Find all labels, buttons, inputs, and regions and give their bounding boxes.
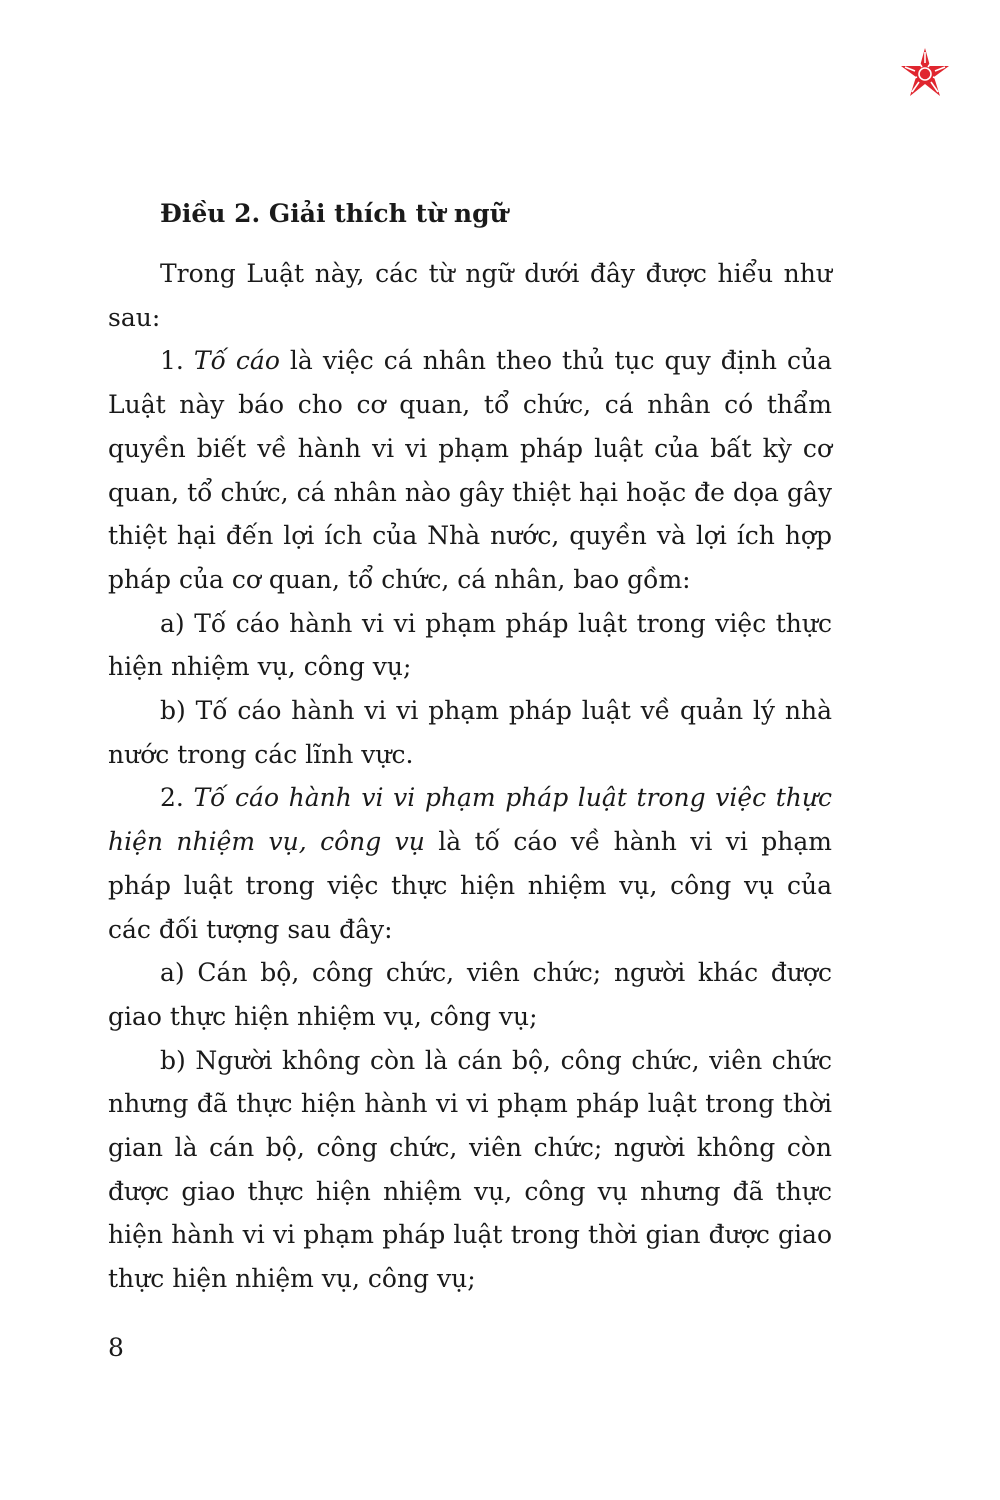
intro-paragraph: Trong Luật này, các từ ngữ dưới đây được hiểu như sau: <box>108 259 832 332</box>
item-1-term: Tố cáo <box>193 346 280 376</box>
item-2-term: Tố cáo hành vi vi phạm pháp luật trong việc thực hiện nhiệm vụ, công vụ <box>108 783 832 857</box>
item-2-paragraph <box>108 776 832 951</box>
item-1b-paragraph: b) Tố cáo hành vi vi phạm pháp luật về quản lý nhà nước trong các lĩnh vực. <box>108 696 832 769</box>
item-1-paragraph <box>108 339 832 601</box>
item-2b-paragraph: b) Người không còn là cán bộ, công chức, viên chức nhưng đã thực hiện hành vi vi phạm pháp luật trong thời gian là cán bộ, công chức, viên chức; người không còn được giao thực hiện nhiệm vụ, công vụ nhưng đã thực hiện hành vi vi phạm pháp luật trong thời gian được giao thực hiện nhiệm vụ, công vụ; <box>108 1045 832 1294</box>
article-heading: Điều 2. Giải thích từ ngữ <box>160 199 508 228</box>
page-number: 8 <box>108 1333 124 1362</box>
item-2-number: 2. <box>160 783 184 813</box>
item-1-text: là việc cá nhân theo thủ tục quy định của Luật này báo cho cơ quan, tổ chức, cá nhân có thẩm quyền biết về hành vi vi phạm pháp luật của bất kỳ cơ quan, tổ chức, cá nhân nào gây thiệt hại hoặc đe dọa gây thiệt hại đến lợi ích của Nhà nước, quyền và lợi ích hợp pháp của cơ quan, tổ chức, cá nhân, bao gồm: <box>108 346 833 594</box>
item-2a-paragraph: a) Cán bộ, công chức, viên chức; người khác được giao thực hiện nhiệm vụ, công vụ; <box>108 958 832 1031</box>
item-1-number: 1. <box>160 346 184 376</box>
document-page <box>108 192 832 1301</box>
star-emblem-icon <box>897 46 953 102</box>
item-1a-paragraph: a) Tố cáo hành vi vi phạm pháp luật trong việc thực hiện nhiệm vụ, công vụ; <box>108 608 832 682</box>
item-2-text: là tố cáo về hành vi vi phạm pháp luật trong việc thực hiện nhiệm vụ, công vụ của các đối tượng sau đây: <box>108 827 832 944</box>
